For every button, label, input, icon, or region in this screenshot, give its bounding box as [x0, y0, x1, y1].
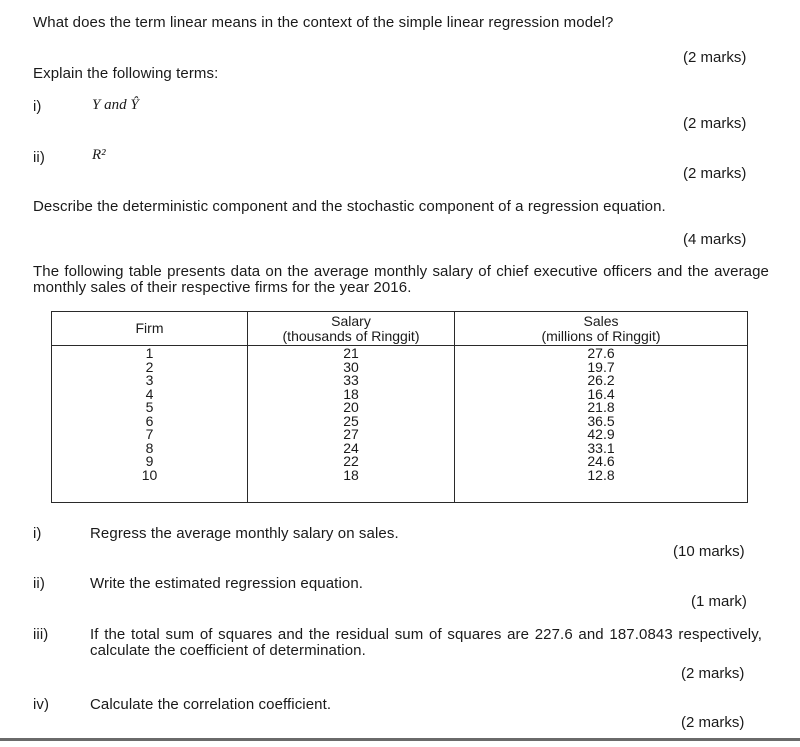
firm-cell: 10	[141, 466, 158, 483]
table-header-row	[52, 312, 748, 346]
subq-marks: (2 marks)	[681, 665, 745, 682]
subq-number: i)	[33, 525, 42, 542]
question-describe-text: Describe the deterministic component and the stochastic component of a regression equation.	[33, 198, 666, 215]
firm-cell: 2	[145, 358, 154, 375]
salary-cell: 21	[343, 345, 359, 361]
sales-cell: 33.1	[587, 439, 615, 456]
subq-marks: (10 marks)	[673, 543, 745, 560]
salary-cell: 22	[343, 453, 359, 469]
header-sales-title: Sales	[583, 312, 619, 329]
header-firm	[52, 312, 248, 346]
salary-column	[248, 346, 455, 503]
table-body-row	[52, 346, 748, 503]
explain-item-number: i)	[33, 98, 42, 115]
header-firm-label: Firm	[135, 320, 164, 336]
header-sales	[455, 312, 748, 346]
subq-number: iv)	[33, 696, 50, 713]
sales-cell: 27.6	[587, 345, 615, 361]
subq-marks: (1 mark)	[691, 593, 747, 610]
page-bottom-divider	[0, 738, 800, 741]
firm-cell: 4	[145, 385, 154, 402]
salary-cell: 27	[343, 426, 359, 442]
question-linear-text: What does the term linear means in the context of the simple linear regression model?	[33, 14, 614, 31]
salary-cell: 33	[343, 372, 359, 388]
sales-column	[455, 346, 748, 503]
salary-cell: 18	[343, 385, 359, 402]
explain-item-marks: (2 marks)	[683, 115, 747, 132]
subq-text: Calculate the correlation coefficient.	[90, 696, 332, 713]
header-salary	[248, 312, 455, 346]
subq-text: If the total sum of squares and the residual sum of squares are 227.6 and 187.0843 respectively, calculate the coefficient of determination.	[90, 626, 762, 659]
explain-item-number: ii)	[33, 149, 45, 166]
sales-cell: 42.9	[587, 426, 615, 442]
sales-cell: 36.5	[587, 412, 615, 429]
subq-number: ii)	[33, 575, 45, 592]
salary-cell: 24	[343, 439, 359, 456]
sales-cell: 26.2	[587, 372, 615, 388]
question-describe-marks: (4 marks)	[683, 231, 747, 248]
salary-cell: 20	[343, 399, 359, 415]
explain-heading: Explain the following terms:	[33, 65, 219, 82]
firm-cell: 9	[145, 453, 154, 469]
salary-sales-table	[51, 311, 748, 503]
subq-number: iii)	[33, 626, 49, 643]
firm-column	[52, 346, 248, 503]
sales-cell: 24.6	[587, 453, 615, 469]
explain-item-marks: (2 marks)	[683, 165, 747, 182]
firm-cell: 3	[145, 372, 154, 388]
header-sales-unit: (millions of Ringgit)	[541, 327, 661, 344]
sales-cell: 19.7	[587, 358, 615, 375]
explain-item-term: Y and Ŷ	[92, 97, 139, 113]
header-salary-unit: (thousands of Ringgit)	[282, 327, 420, 344]
salary-cell: 30	[343, 358, 359, 375]
firm-cell: 1	[145, 345, 154, 361]
firm-cell: 8	[145, 439, 154, 456]
firm-cell: 5	[145, 399, 154, 415]
firm-cell: 7	[145, 426, 154, 442]
table-intro-text: The following table presents data on the average monthly salary of chief executive officers and the average monthly sales of their respective firms for the year 2016.	[33, 263, 769, 296]
subq-marks: (2 marks)	[681, 714, 745, 731]
sales-cell: 16.4	[587, 385, 615, 402]
sales-cell: 21.8	[587, 399, 615, 415]
salary-cell: 25	[343, 412, 359, 429]
explain-item-term: R²	[92, 147, 106, 163]
question-linear-marks: (2 marks)	[683, 49, 747, 66]
header-salary-title: Salary	[331, 312, 371, 329]
salary-cell: 18	[343, 466, 359, 483]
firm-cell: 6	[145, 412, 154, 429]
subq-text: Regress the average monthly salary on sales.	[90, 525, 399, 542]
sales-cell: 12.8	[587, 466, 615, 483]
subq-text: Write the estimated regression equation.	[90, 575, 364, 592]
